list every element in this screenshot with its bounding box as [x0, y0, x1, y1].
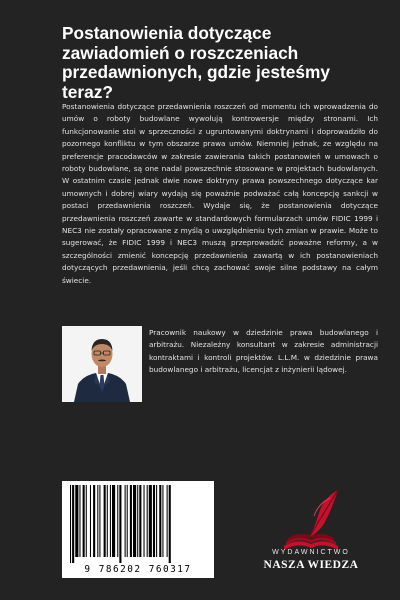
- isbn-digits: 9 786202 760317: [84, 564, 192, 575]
- book-title: Postanowienia dotyczące zawiadomień o roszczeniach przedawnionych, gdzie jesteśmy teraz?: [62, 23, 330, 102]
- isbn-barcode: [62, 481, 214, 578]
- publisher-name: NASZA WIEDZA: [263, 559, 359, 571]
- author-portrait: [62, 326, 142, 402]
- author-bio: Pracownik naukowy w dziedzinie prawa budowlanego i arbitrażu. Niezależny konsultant w zakresie administracji kontraktami i kontroli projektów. L.L.M. w dziedzinie prawa budowlanego i arbitrażu, licencjat z inżynierii lądowej.: [149, 328, 378, 375]
- author-photo: [62, 326, 142, 402]
- book-description: Postanowienia dotyczące przedawnienia roszczeń od momentu ich wprowadzenia do umów o roboty budowlane wywołują kontrowersje między stronami. Ich funkcjonowanie stoi w sprzeczności z ugruntowanymi doktrynami i doprowadziło do pozornego konfliktu w tym obszarze prawa umów. Niemniej jednak, ze względu na preferencje pracodawców w zakresie zawierania takich postanowień w umowach o roboty budowlane, są one nadal powszechnie stosowane w projektach budowlanych. W ostatnim czasie jednak dwie nowe doktryny prawa powszechnego dotyczące kar umownych i dobrej wiary wydają się poważnie podważać całą koncepcję sankcji w postaci przedawnienia roszczeń. Wydaje się, że postanowienia dotyczące przedawnienia roszczeń zawarte w standardowych formularzach umów FIDIC 1999 i NEC3 nie zostały opracowane z myślą o uwzględnieniu tych zmian w prawie. Może to sugerować, że FIDIC 1999 i NEC3 muszą przeprowadzić poważne reformy, a w szczególności zmienić koncepcję przedawnienia zawartą w ich postanowieniach dotyczących przedawnienia, jeśli chcą zachować swoje silne podstawy na całym świecie.: [62, 102, 378, 285]
- publisher-label: WYDAWNICTWO: [272, 549, 350, 556]
- barcode-bars: [70, 485, 208, 563]
